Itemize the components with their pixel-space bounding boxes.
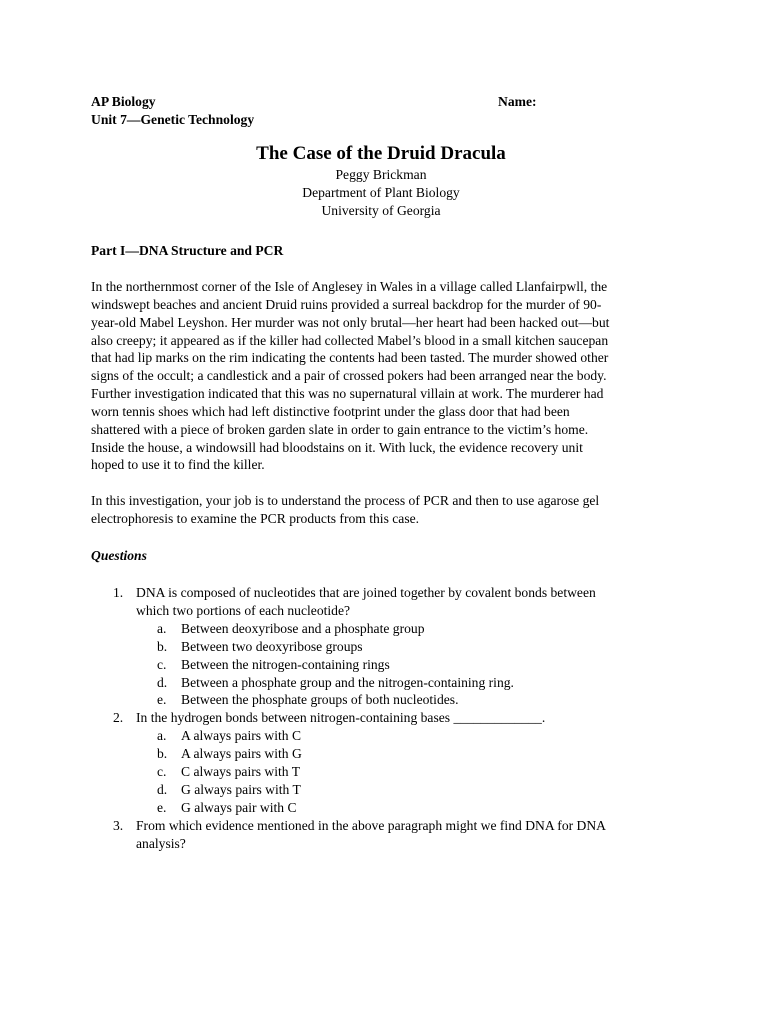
paragraph-line: In this investigation, your job is to understand the process of PCR and then to use agarose gel bbox=[91, 493, 600, 509]
option-item bbox=[136, 638, 671, 656]
option-item bbox=[136, 745, 671, 763]
option-text: C always pairs with T bbox=[181, 764, 301, 780]
option-item bbox=[136, 799, 671, 817]
option-item bbox=[136, 656, 671, 674]
question-number: 1. bbox=[113, 584, 124, 600]
paragraph-line: Inside the house, a windowsill had bloodstains on it. With luck, the evidence recovery unit bbox=[91, 439, 583, 455]
questions-heading: Questions bbox=[91, 547, 147, 563]
option-letter: e. bbox=[157, 692, 167, 708]
question-text: analysis? bbox=[136, 835, 186, 851]
option-text: Between the phosphate groups of both nucleotides. bbox=[181, 692, 459, 708]
case-paragraph bbox=[91, 278, 671, 474]
questions-list bbox=[91, 584, 671, 853]
option-item bbox=[136, 763, 671, 781]
option-text: Between two deoxyribose groups bbox=[181, 638, 363, 654]
option-letter: b. bbox=[157, 746, 168, 762]
question-3 bbox=[91, 817, 671, 853]
option-item bbox=[136, 674, 671, 692]
question-1 bbox=[91, 584, 671, 709]
name-label: Name: bbox=[498, 94, 537, 109]
unit-label: Unit 7—Genetic Technology bbox=[91, 112, 255, 127]
paragraph-line: year-old Mabel Leyshon. Her murder was not only brutal—her heart had been hacked out—but bbox=[91, 314, 610, 330]
option-text: A always pairs with G bbox=[181, 746, 302, 762]
option-letter: c. bbox=[157, 764, 167, 780]
option-letter: d. bbox=[157, 674, 168, 690]
option-item bbox=[136, 727, 671, 745]
investigation-paragraph bbox=[91, 492, 671, 528]
byline bbox=[91, 166, 671, 220]
document-page bbox=[91, 93, 671, 853]
author-name: Peggy Brickman bbox=[335, 167, 427, 182]
question-2 bbox=[91, 709, 671, 816]
paragraph-line: shattered with a piece of broken garden slate in order to gain entrance to the victim’s home. bbox=[91, 421, 589, 437]
option-item bbox=[136, 781, 671, 799]
option-text: Between deoxyribose and a phosphate group bbox=[181, 620, 425, 636]
course-label: AP Biology bbox=[91, 94, 156, 109]
paragraph-line: In the northernmost corner of the Isle of Anglesey in Wales in a village called Llanfairpwll, the bbox=[91, 279, 608, 294]
options-list bbox=[136, 727, 671, 817]
option-letter: b. bbox=[157, 638, 168, 654]
option-item bbox=[136, 620, 671, 638]
paragraph-line: signs of the occult; a candlestick and a pair of crossed pokers had been arranged near the body. bbox=[91, 368, 607, 384]
option-text: G always pair with C bbox=[181, 799, 297, 815]
paragraph-line: that had lip marks on the rim indicating the contents had been tasted. The murder showed other bbox=[91, 350, 609, 366]
options-list bbox=[136, 620, 671, 710]
question-text: which two portions of each nucleotide? bbox=[136, 602, 351, 618]
part-heading: Part I—DNA Structure and PCR bbox=[91, 243, 284, 258]
paragraph-line: hoped to use it to find the killer. bbox=[91, 457, 265, 473]
option-text: A always pairs with C bbox=[181, 728, 302, 744]
option-letter: d. bbox=[157, 781, 168, 797]
question-number: 3. bbox=[113, 817, 124, 833]
option-text: Between a phosphate group and the nitrogen-containing ring. bbox=[181, 674, 514, 690]
paragraph-line: electrophoresis to examine the PCR products from this case. bbox=[91, 511, 420, 527]
paragraph-line: Further investigation indicated that this was no supernatural villain at work. The murderer had bbox=[91, 386, 604, 402]
option-letter: a. bbox=[157, 728, 167, 744]
paragraph-line: also creepy; it appeared as if the killer had collected Mabel’s blood in a small kitchen saucepan bbox=[91, 332, 609, 348]
option-letter: a. bbox=[157, 620, 167, 636]
document-header bbox=[91, 93, 671, 129]
university: University of Georgia bbox=[321, 203, 441, 218]
question-text: DNA is composed of nucleotides that are joined together by covalent bonds between bbox=[136, 584, 596, 600]
option-text: Between the nitrogen-containing rings bbox=[181, 656, 390, 672]
paragraph-line: worn tennis shoes which had left distinctive footprint under the glass door that had been bbox=[91, 403, 570, 419]
option-item bbox=[136, 691, 671, 709]
option-letter: e. bbox=[157, 799, 167, 815]
question-text: From which evidence mentioned in the above paragraph might we find DNA for DNA bbox=[136, 817, 606, 833]
document-title: The Case of the Druid Dracula bbox=[256, 143, 506, 164]
option-letter: c. bbox=[157, 656, 167, 672]
question-number: 2. bbox=[113, 710, 124, 726]
question-text: In the hydrogen bonds between nitrogen-containing bases _____________. bbox=[136, 710, 546, 726]
department: Department of Plant Biology bbox=[302, 185, 460, 200]
option-text: G always pairs with T bbox=[181, 781, 301, 797]
paragraph-line: windswept beaches and ancient Druid ruins provided a surreal backdrop for the murder of 90- bbox=[91, 296, 602, 312]
